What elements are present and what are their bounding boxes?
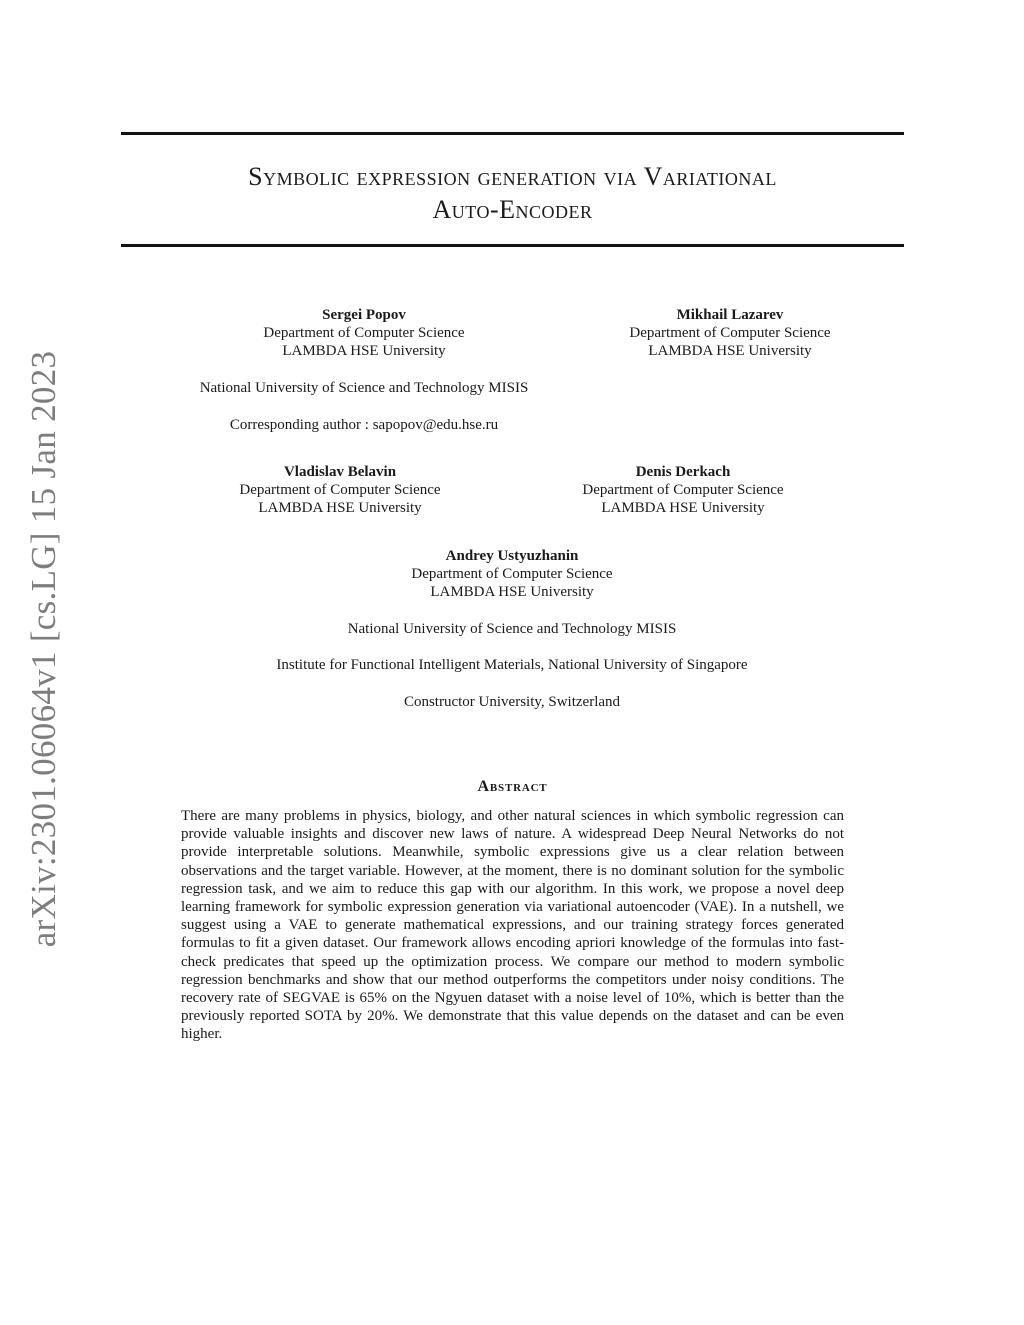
paper-title-line-1: Symbolic expression generation via Variational: [248, 162, 777, 191]
author-name: Vladislav Belavin: [283, 464, 397, 480]
author-block-derkach: [582, 463, 783, 517]
abstract-heading: Abstract: [477, 778, 548, 795]
author-organization: LAMBDA HSE University: [430, 584, 594, 600]
author-name: Andrey Ustyuzhanin: [445, 548, 579, 564]
paper-title-line-2: Auto-Encoder: [432, 195, 593, 224]
ustyuzhanin-affiliation-singapore: Institute for Functional Intelligent Materials, National University of Singapore: [276, 657, 748, 673]
author-name: Denis Derkach: [635, 464, 731, 480]
author-department: Department of Computer Science: [629, 325, 831, 341]
author-organization: LAMBDA HSE University: [648, 343, 812, 359]
author-organization: LAMBDA HSE University: [282, 343, 446, 359]
author-department: Department of Computer Science: [239, 482, 441, 498]
author-name: Sergei Popov: [322, 307, 406, 323]
ustyuzhanin-affiliation-misis: National University of Science and Technology MISIS: [347, 621, 677, 637]
author-block-belavin: [239, 463, 440, 517]
author-organization: LAMBDA HSE University: [601, 500, 765, 516]
author-block-popov: [263, 306, 464, 360]
author-department: Department of Computer Science: [263, 325, 465, 341]
abstract-body: There are many problems in physics, biology, and other natural sciences in which symbolic regression can provide valuable insights and discover new laws of nature. A widespread Deep Neural Networks do not provide interpretable solutions. Meanwhile, symbolic expressions give us a clear relation between observations and the target variable. However, at the moment, there is no dominant solution for the symbolic regression task, and we aim to reduce this gap with our algorithm. In this work, we propose a novel deep learning framework for symbolic expression generation via variational autoencoder (VAE). In a nutshell, we suggest using a VAE to generate mathematical expressions, and our training strategy forces generated formulas to fit a given dataset. Our framework allows encoding apriori knowledge of the formulas into fast-check predicates that speed up the optimization process. We compare our method to modern symbolic regression benchmarks and show that our method outperforms the competitors under noisy conditions. The recovery rate of SEGVAE is 65% on the Ngyuen dataset with a noise level of 10%, which is better than the previously reported SOTA by 20%. We demonstrate that this value depends on the dataset and can be even higher.: [181, 808, 844, 1043]
popov-affiliation-misis: National University of Science and Technology MISIS: [199, 380, 529, 396]
ustyuzhanin-affiliation-constructor: Constructor University, Switzerland: [403, 694, 621, 710]
author-department: Department of Computer Science: [411, 566, 613, 582]
title-top-rule: [121, 132, 904, 135]
author-organization: LAMBDA HSE University: [258, 500, 422, 516]
arxiv-sidebar-stamp: arXiv:2301.06064v1 [cs.LG] 15 Jan 2023: [24, 350, 63, 948]
author-name: Mikhail Lazarev: [676, 307, 784, 323]
author-block-ustyuzhanin: [411, 547, 612, 601]
title-bottom-rule: [121, 244, 904, 247]
author-block-lazarev: [629, 306, 830, 360]
paper-title: [121, 160, 904, 226]
author-department: Department of Computer Science: [582, 482, 784, 498]
corresponding-author-email[interactable]: Corresponding author : sapopov@edu.hse.ru: [229, 417, 499, 433]
